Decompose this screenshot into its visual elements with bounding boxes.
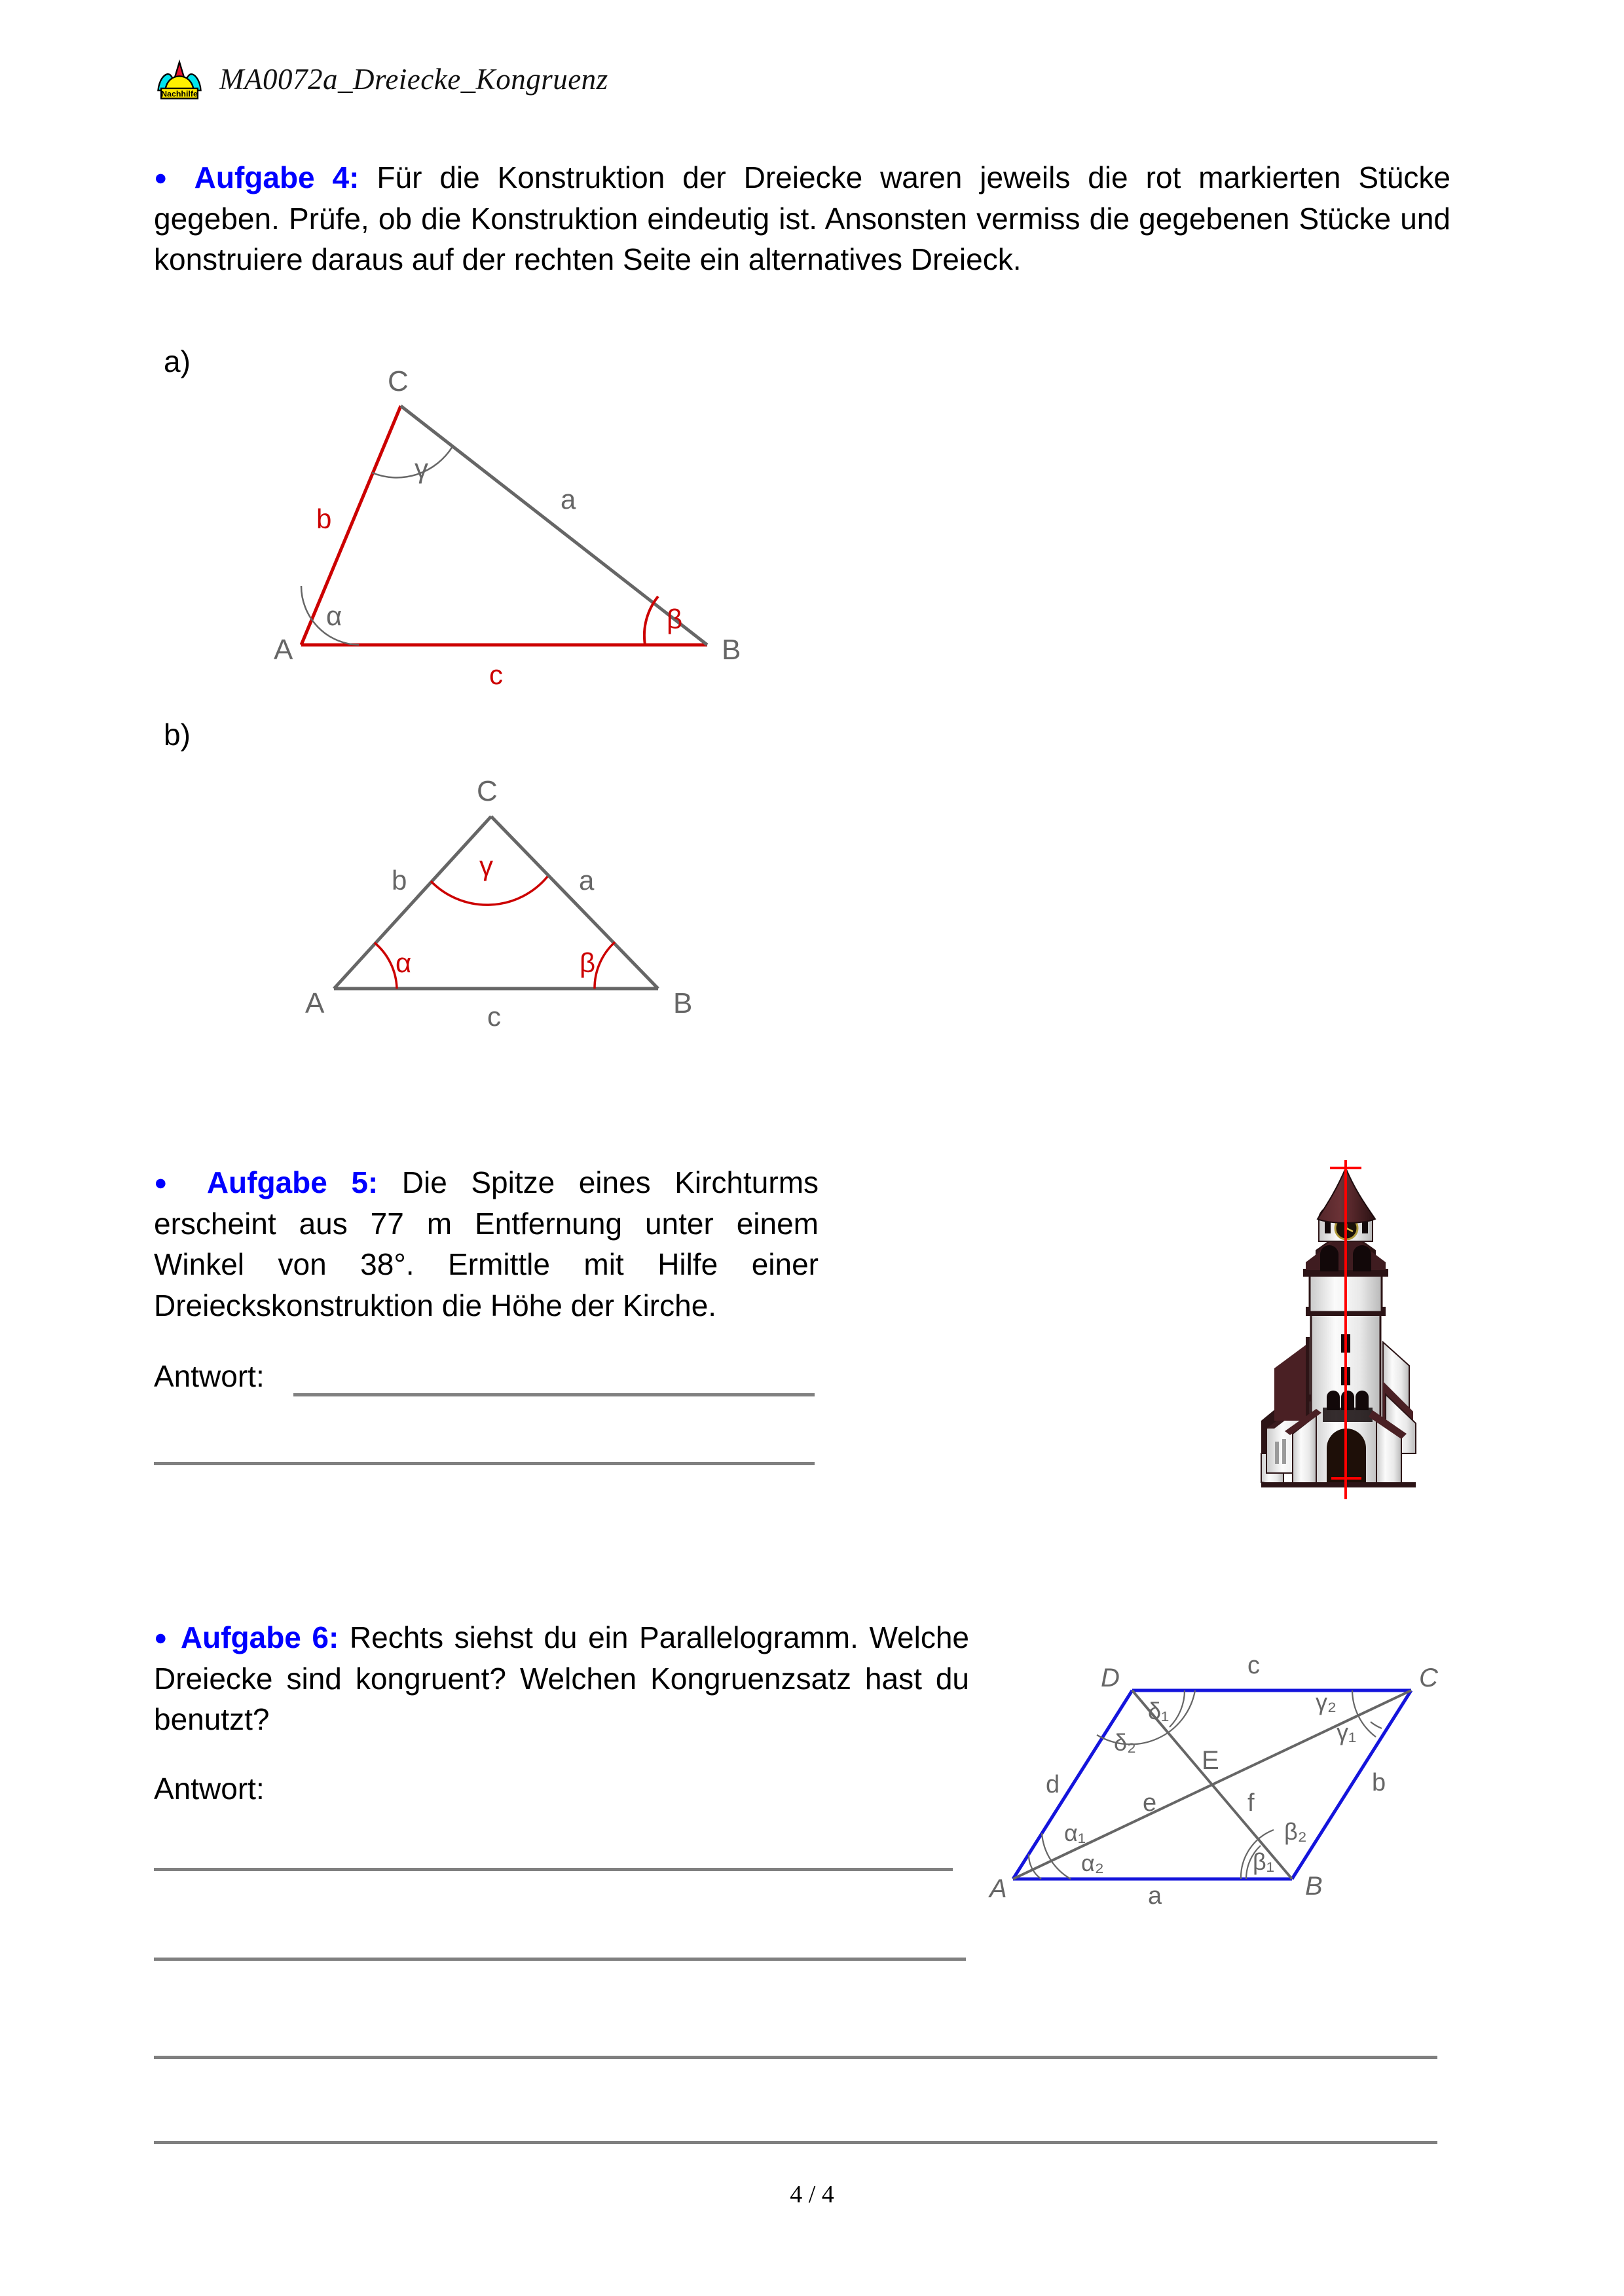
triangle-b-angle-label-gamma: γ	[479, 850, 493, 881]
triangle-a-angle-label-gamma: γ	[415, 453, 428, 484]
parallelogram-angle-label-gamma2: γ₂	[1316, 1688, 1337, 1715]
parallelogram-vertex-D: D	[1101, 1664, 1120, 1692]
parallelogram-angle-label-alpha2: α₂	[1081, 1850, 1104, 1876]
parallelogram-angle-label-delta1: δ₁	[1148, 1698, 1170, 1724]
parallelogram-angle-label-beta1: β₁	[1253, 1848, 1274, 1875]
parallelogram-angle-arc-gamma1	[1371, 1722, 1382, 1728]
aufgabe-5-body: Die Spitze eines Kirchturms erscheint aus 77 m Entfernung unter einem Winkel von 38°. Ermittle mit Hilfe einer Dreieckskonstruktion die Höhe der Kirche.	[154, 1165, 819, 1322]
triangle-b-vertex-C: C	[477, 775, 498, 807]
triangle-b-angle-arc-beta	[595, 942, 615, 989]
triangle-b-angle-label-alpha: α	[396, 947, 412, 978]
aufgabe-5-answer-label: Antwort:	[154, 1359, 265, 1393]
triangle-b-side-label-a: a	[579, 865, 595, 896]
document-header	[154, 59, 608, 100]
triangle-a-figure	[249, 357, 773, 690]
triangle-a-angle-arc-gamma	[372, 446, 452, 477]
document-title: MA0072a_Dreiecke_Kongruenz	[219, 63, 608, 96]
aufgabe-5-text	[154, 1162, 819, 1326]
bullet-icon: ●	[154, 1625, 170, 1650]
church-drum-window-right	[1362, 1222, 1368, 1233]
aufgabe-5-answer-line-2[interactable]	[154, 1462, 815, 1465]
aufgabe-6-block	[154, 1617, 969, 1740]
aufgabe-5-answer-line-1[interactable]	[293, 1393, 815, 1396]
aufgabe-4-label: Aufgabe 4:	[194, 160, 360, 194]
aufgabe-4-block	[154, 157, 1450, 280]
parallelogram-angle-label-beta2: β₂	[1284, 1818, 1307, 1845]
aufgabe-5-label: Aufgabe 5:	[206, 1165, 378, 1199]
church-window-sill-right	[1349, 1271, 1376, 1275]
parallelogram-diagonal-label-e: e	[1143, 1789, 1157, 1817]
subquestion-marker-b: b)	[164, 718, 191, 752]
church-window-sill-left	[1316, 1271, 1344, 1275]
triangle-a-angle-label-beta: β	[667, 604, 683, 634]
aufgabe-6-answer-label: Antwort:	[154, 1772, 265, 1806]
aufgabe-6-body: Rechts siehst du ein Parallelogramm. Welche Dreiecke sind kongruent? Welchen Kongruenzsatz hast du benutzt?	[154, 1620, 970, 1737]
triangle-a-side-label-b: b	[316, 503, 332, 534]
aufgabe-6-answer-line-4[interactable]	[154, 2141, 1437, 2144]
church-base	[1261, 1482, 1416, 1487]
triangle-b-side-a	[491, 816, 658, 989]
bullet-icon: ●	[154, 1170, 183, 1195]
parallelogram-diagonal-label-f: f	[1247, 1789, 1255, 1817]
aufgabe-4-text	[154, 157, 1450, 280]
parallelogram-vertex-C: C	[1419, 1664, 1438, 1692]
parallelogram-vertex-B: B	[1305, 1872, 1323, 1901]
triangle-a-angle-label-alpha: α	[326, 600, 342, 631]
triangle-a-side-a	[401, 406, 707, 645]
parallelogram-side-label-c: c	[1247, 1652, 1260, 1679]
parallelogram-angle-label-gamma1: γ₁	[1337, 1719, 1357, 1745]
church-drum-window-left	[1325, 1222, 1331, 1233]
svg-text:Nachhilfe: Nachhilfe	[161, 89, 198, 99]
triangle-a-side-label-a: a	[561, 484, 576, 515]
triangle-b-angle-arc-alpha	[375, 943, 397, 989]
bullet-icon: ●	[154, 165, 177, 191]
aufgabe-4-body: Für die Konstruktion der Dreiecke waren jeweils die rot markierten Stücke gegeben. Prüfe, ob die Konstruktion eindeutig ist. Ansonsten vermiss die gegebenen Stücke und konstruiere daraus auf der rechten Seite ein alternatives Dreieck.	[154, 160, 1451, 277]
triangle-b-side-label-b: b	[392, 865, 407, 896]
parallelogram-side-label-d: d	[1046, 1771, 1060, 1798]
church-window-arched-left	[1320, 1245, 1338, 1274]
triangle-b-side-label-c: c	[487, 1001, 501, 1032]
church-nave-roof-left	[1274, 1342, 1310, 1421]
church-window-band	[1323, 1408, 1373, 1422]
church-chapel-window-1	[1275, 1442, 1279, 1464]
triangle-a-side-label-c: c	[489, 659, 503, 690]
aufgabe-6-answer-line-1[interactable]	[154, 1868, 953, 1871]
parallelogram-figure	[986, 1630, 1444, 1910]
parallelogram-angle-arc-delta2	[1097, 1690, 1195, 1744]
triangle-a-vertex-A: A	[274, 634, 293, 666]
church-triple-arch-2	[1341, 1391, 1354, 1410]
parallelogram-side-label-a: a	[1148, 1882, 1162, 1910]
aufgabe-6-text	[154, 1617, 969, 1740]
church-nave-ridge-left	[1306, 1337, 1310, 1421]
triangle-b-angle-label-beta: β	[580, 947, 596, 978]
church-triple-arch-3	[1356, 1391, 1369, 1410]
church-chapel-window-2	[1282, 1439, 1286, 1464]
triangle-b-vertex-B: B	[673, 987, 693, 1019]
page-footer: 4 / 4	[790, 2181, 834, 2208]
parallelogram-angle-label-alpha1: α₁	[1064, 1819, 1086, 1846]
subquestion-marker-a: a)	[164, 344, 191, 378]
aufgabe-5-block	[154, 1162, 819, 1326]
parallelogram-side-label-b: b	[1372, 1769, 1386, 1796]
aufgabe-6-label: Aufgabe 6:	[180, 1620, 339, 1654]
triangle-b-figure	[295, 756, 740, 1031]
triangle-a-vertex-B: B	[722, 634, 741, 666]
parallelogram-angle-label-delta2: δ₂	[1114, 1729, 1137, 1756]
church-triple-arch-1	[1327, 1391, 1340, 1410]
church-figure	[1238, 1146, 1454, 1532]
church-window-arched-right	[1353, 1245, 1371, 1274]
triangle-a-vertex-C: C	[388, 365, 409, 397]
aufgabe-6-answer-line-2[interactable]	[154, 1958, 966, 1961]
parallelogram-vertex-E: E	[1202, 1746, 1219, 1775]
aufgabe-6-answer-line-3[interactable]	[154, 2056, 1437, 2059]
mountain-logo-icon	[154, 59, 205, 100]
parallelogram-angle-arc-delta1	[1170, 1690, 1185, 1727]
triangle-b-vertex-A: A	[305, 987, 325, 1019]
parallelogram-vertex-A: A	[989, 1874, 1007, 1903]
